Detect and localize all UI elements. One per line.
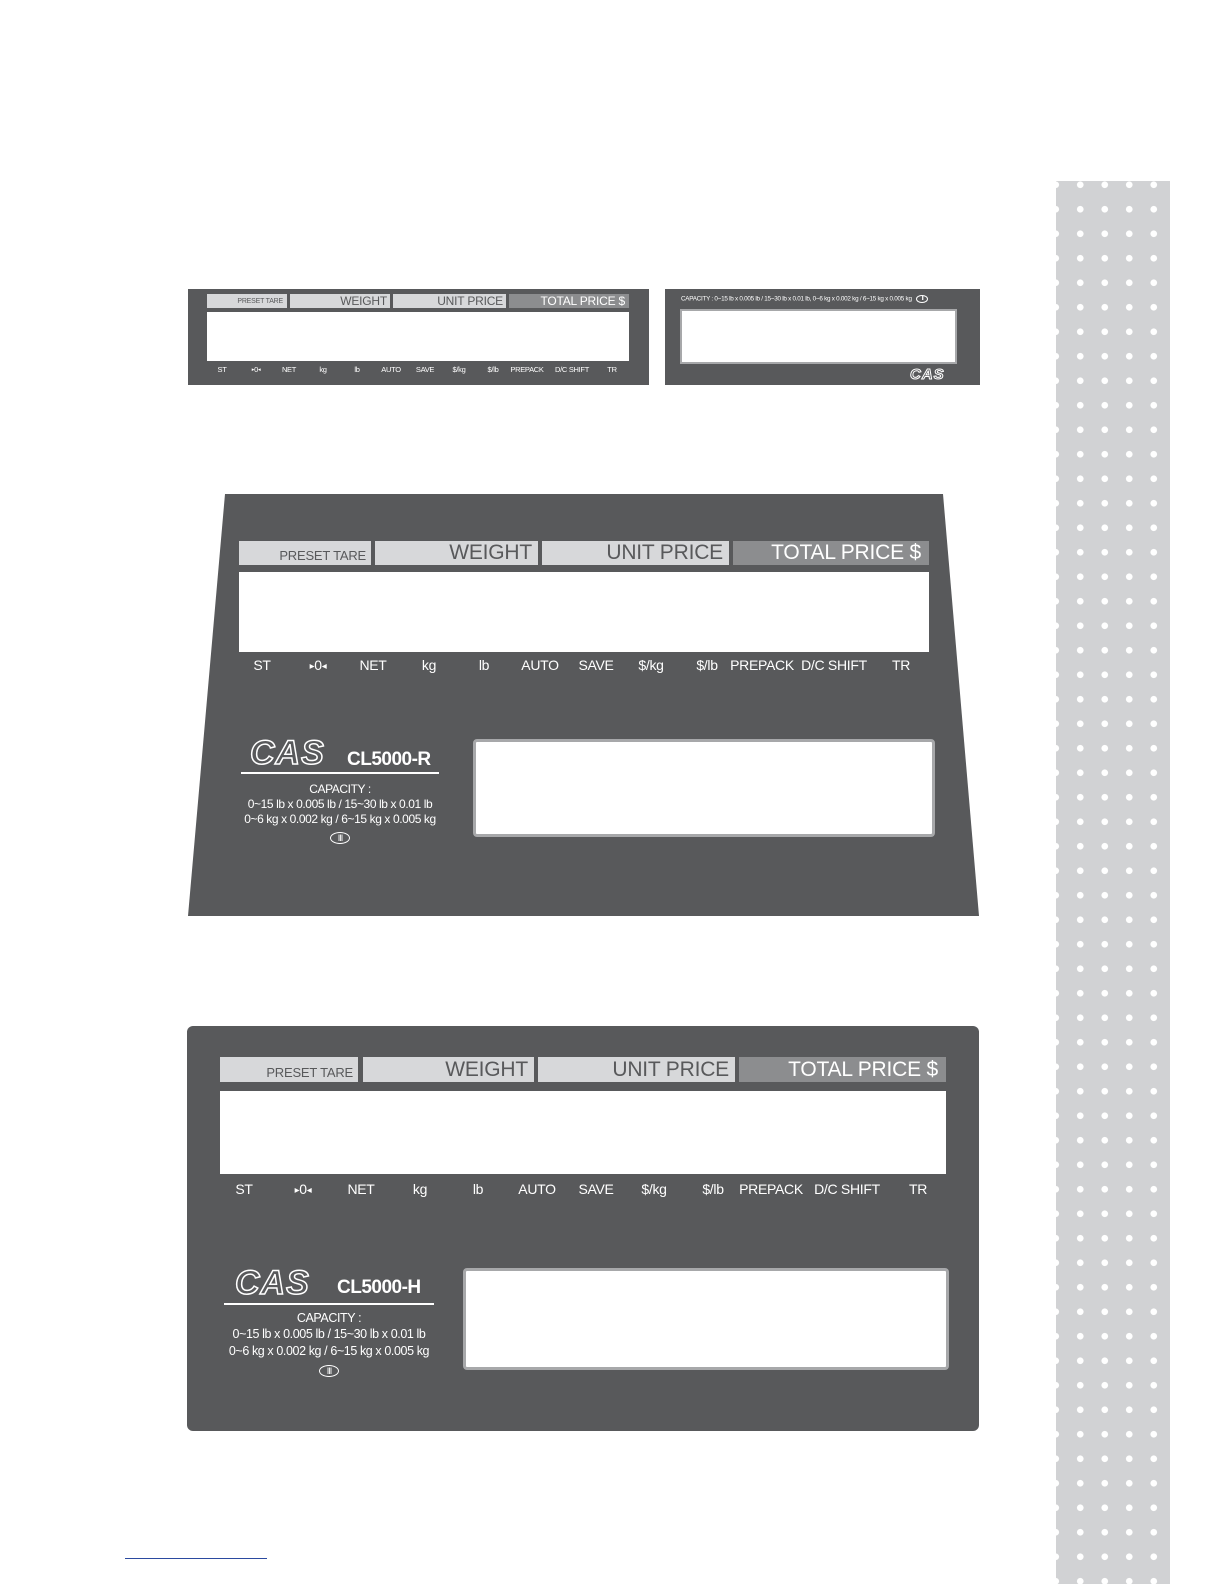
secondary-lcd-window	[473, 739, 935, 837]
cas-logo: CAS	[235, 1264, 310, 1302]
indicator-lb: lb	[354, 365, 360, 374]
weight-label: WEIGHT	[363, 1057, 534, 1082]
indicator-auto: AUTO	[521, 657, 559, 673]
indicator-zero: ▸ 0 ◂	[310, 657, 327, 673]
indicator-zero: ▸ 0 ◂	[295, 1181, 312, 1197]
indicator-prepack: PREPACK	[730, 657, 794, 673]
lcd-window	[220, 1091, 946, 1174]
indicator-tr: TR	[607, 365, 617, 374]
capacity-line-lb: 0~15 lb x 0.005 lb / 15~30 lb x 0.01 lb	[247, 797, 433, 811]
indicator-per-kg: $/kg	[638, 657, 664, 673]
indicator-dc-shift: D/C SHIFT	[555, 365, 589, 374]
indicator-row	[187, 1181, 979, 1199]
indicator-per-lb: $/lb	[702, 1181, 724, 1197]
indicator-row	[188, 657, 979, 675]
logo-underline	[241, 772, 439, 774]
indicator-auto: AUTO	[381, 365, 401, 374]
indicator-net: NET	[359, 657, 387, 673]
indicator-kg: kg	[421, 657, 437, 673]
indicator-tr: TR	[908, 1181, 928, 1197]
indicator-per-kg: $/kg	[641, 1181, 667, 1197]
capacity-title: CAPACITY :	[296, 1311, 362, 1325]
indicator-zero: ▸ 0 ◂	[252, 365, 261, 374]
cas-logo: CAS	[250, 734, 325, 772]
lcd-window	[239, 572, 929, 652]
unit-price-label: UNIT PRICE	[538, 1057, 735, 1082]
indicator-dc-shift: D/C SHIFT	[801, 657, 867, 673]
indicator-prepack: PREPACK	[510, 365, 544, 374]
indicator-kg: kg	[319, 365, 327, 374]
cl5000-r-overlay	[188, 494, 979, 916]
indicator-save: SAVE	[578, 1181, 614, 1197]
indicator-prepack: PREPACK	[739, 1181, 803, 1197]
indicator-tr: TR	[891, 657, 911, 673]
capacity-title: CAPACITY :	[309, 782, 371, 796]
footnote-rule	[125, 1558, 267, 1559]
preset-tare-label: PRESET TARE	[239, 541, 371, 565]
cas-logo: CAS	[910, 366, 945, 383]
unit-price-label: UNIT PRICE	[393, 294, 506, 308]
approval-mark: III	[319, 1365, 339, 1377]
total-price-label: TOTAL PRICE $	[509, 294, 629, 308]
indicator-net: NET	[281, 365, 297, 374]
indicator-per-lb: $/lb	[696, 657, 718, 673]
unit-price-label: UNIT PRICE	[542, 541, 729, 565]
preset-tare-label: PRESET TARE	[220, 1057, 358, 1082]
model-name: CL5000-R	[347, 749, 431, 770]
indicator-lb: lb	[478, 657, 490, 673]
indicator-per-kg: $/kg	[452, 365, 466, 374]
total-price-label: TOTAL PRICE $	[733, 541, 929, 565]
indicator-auto: AUTO	[518, 1181, 556, 1197]
secondary-lcd-window	[463, 1268, 949, 1370]
total-price-label: TOTAL PRICE $	[739, 1057, 946, 1082]
preset-tare-label: PRESET TARE	[207, 294, 287, 308]
indicator-save: SAVE	[578, 657, 614, 673]
approval-mark: III	[916, 295, 928, 303]
indicator-st: ST	[217, 365, 227, 374]
capacity-line-kg: 0~6 kg x 0.002 kg / 6~15 kg x 0.005 kg	[244, 812, 436, 826]
capacity-text: CAPACITY : 0~15 lb x 0.005 lb / 15~30 lb x 0.01 lb, 0~6 kg x 0.002 kg / 6~15 kg x 0.005 kg	[681, 295, 912, 303]
capacity-line-kg: 0~6 kg x 0.002 kg / 6~15 kg x 0.005 kg	[228, 1344, 430, 1358]
weight-label: WEIGHT	[375, 541, 538, 565]
cl5000-h-overlay	[187, 1026, 979, 1431]
logo-underline	[224, 1303, 434, 1305]
weight-label: WEIGHT	[290, 294, 390, 308]
indicator-per-lb: $/lb	[487, 365, 499, 374]
model-name: CL5000-H	[337, 1277, 421, 1298]
indicator-save: SAVE	[415, 365, 435, 374]
approval-mark: III	[330, 832, 350, 844]
indicator-st: ST	[253, 657, 271, 673]
indicator-net: NET	[347, 1181, 375, 1197]
indicator-kg: kg	[412, 1181, 428, 1197]
indicator-lb: lb	[472, 1181, 484, 1197]
indicator-st: ST	[235, 1181, 253, 1197]
indicator-dc-shift: D/C SHIFT	[814, 1181, 880, 1197]
capacity-line-lb: 0~15 lb x 0.005 lb / 15~30 lb x 0.01 lb	[232, 1327, 426, 1341]
